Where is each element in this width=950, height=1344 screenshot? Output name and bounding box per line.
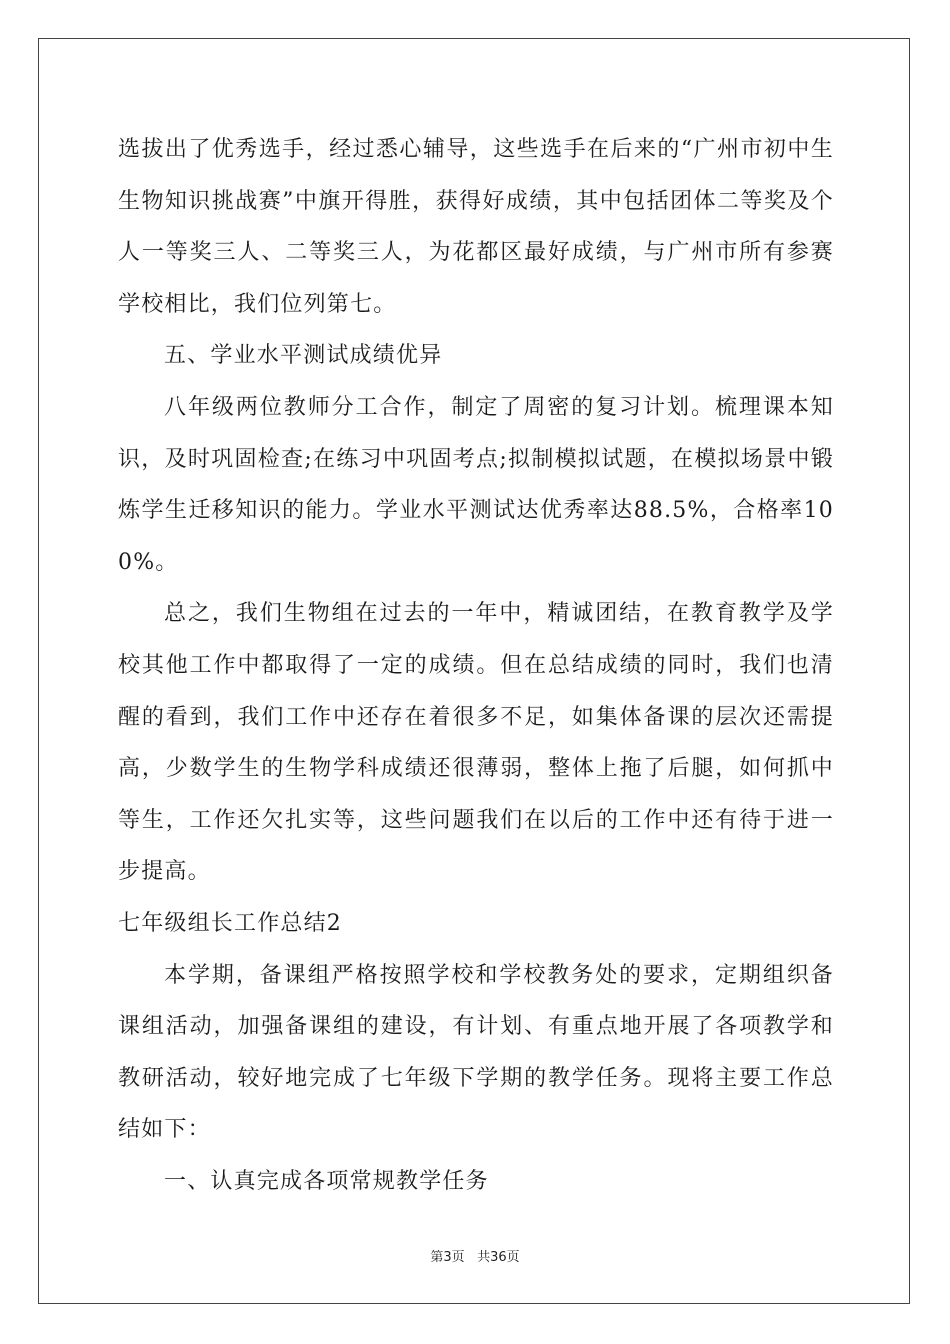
paragraph-contest-results: 选拔出了优秀选手，经过悉心辅导，这些选手在后来的“广州市初中生生物知识挑战赛”中旗开得胜，获得好成绩，其中包括团体二等奖及个人一等奖三人、二等奖三人，为花都区最好成绩，与广州市所有参赛学校相比，我们位列第七。 <box>118 137 834 317</box>
page-footer <box>0 1246 950 1265</box>
document-title-grade7-summary: 七年级组长工作总结2 <box>118 910 342 936</box>
section-heading-level-test: 五、学业水平测试成绩优异 <box>164 343 443 369</box>
paragraph-semester-intro: 本学期，备课组严格按照学校和学校教务处的要求，定期组织备课组活动，加强备课组的建设，有计划、有重点地开展了各项教学和教研活动，较好地完成了七年级下学期的教学任务。现将主要工作总结如下： <box>118 962 834 1143</box>
document-body <box>118 124 834 1207</box>
section-heading-routine-tasks: 一、认真完成各项常规教学任务 <box>164 1168 489 1194</box>
paragraph-grade8-review: 八年级两位教师分工合作，制定了周密的复习计划。梳理课本知识，及时巩固检查;在练习中巩固考点;拟制模拟试题，在模拟场景中锻炼学生迁移知识的能力。学业水平测试达优秀率达88.5%，合格率100%。 <box>118 394 834 575</box>
paragraph-summary: 总之，我们生物组在过去的一年中，精诚团结，在教育教学及学校其他工作中都取得了一定的成绩。但在总结成绩的同时，我们也清醒的看到，我们工作中还存在着很多不足，如集体备课的层次还需提高，少数学生的生物学科成绩还很薄弱，整体上拖了后腿，如何抓中等生，工作还欠扎实等，这些问题我们在以后的工作中还有待于进一步提高。 <box>118 601 834 885</box>
page-number: 第3页 <box>430 1250 465 1265</box>
total-pages: 共36页 <box>477 1250 520 1265</box>
